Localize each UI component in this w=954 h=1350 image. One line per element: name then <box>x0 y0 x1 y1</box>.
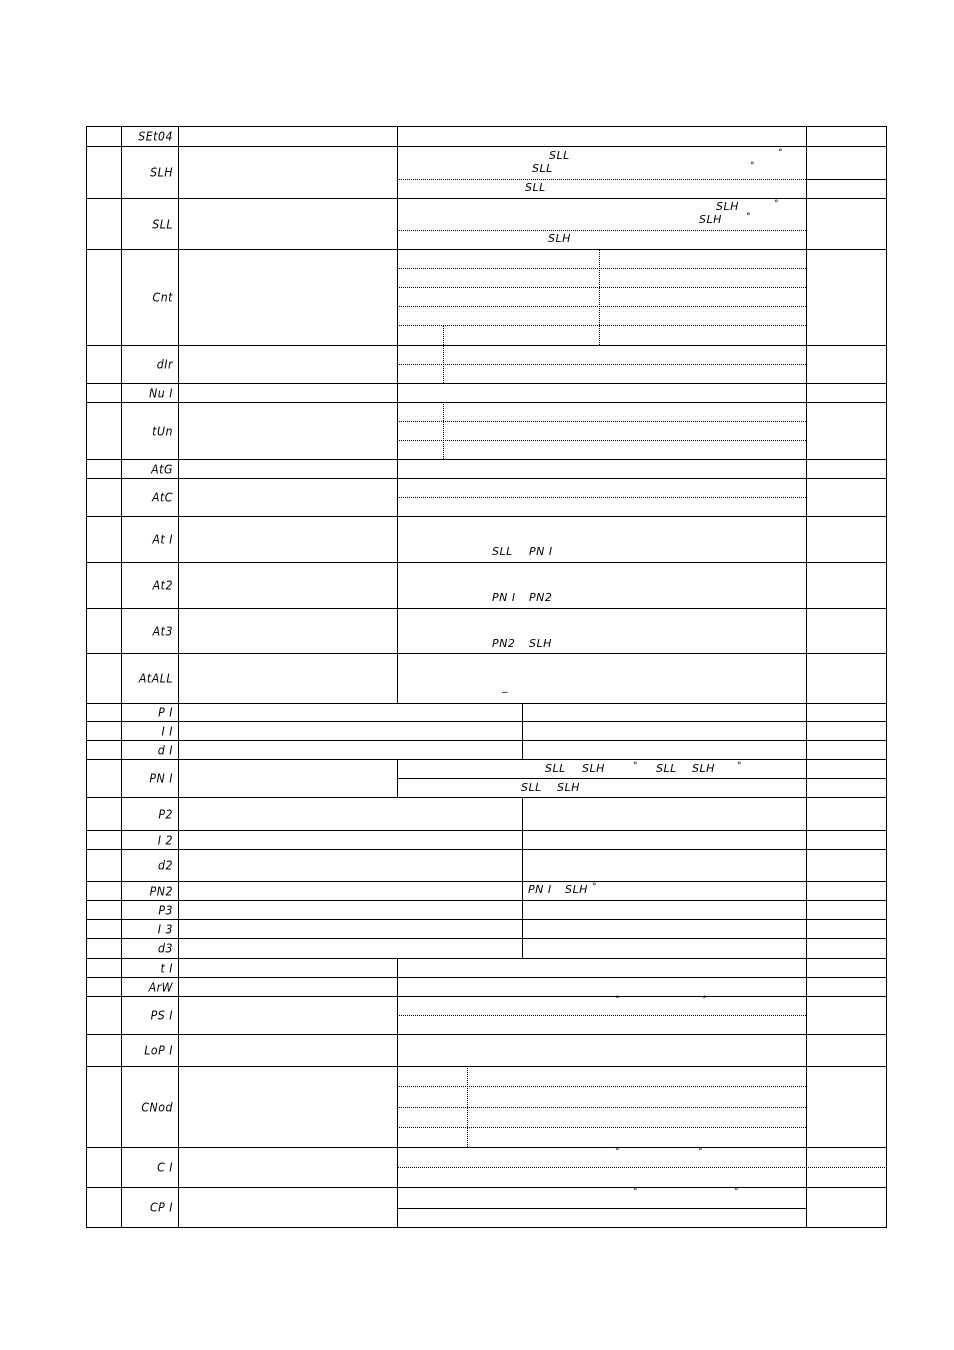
code-fragment: PN2 <box>529 591 553 604</box>
code-cell <box>122 997 178 1034</box>
sub-row-divider <box>397 1208 806 1209</box>
code-fragment: SLH <box>557 781 580 794</box>
sub-row-divider <box>397 179 806 180</box>
row-separator <box>86 977 887 978</box>
row-separator <box>86 881 887 882</box>
row-separator <box>86 608 887 609</box>
code-cell <box>122 403 178 459</box>
parameter-code: P I <box>158 705 173 720</box>
column-divider-4 <box>806 126 807 1228</box>
row-separator <box>86 830 887 831</box>
code-fragment: SLH <box>548 232 571 245</box>
code-cell <box>122 479 178 516</box>
row-separator <box>86 459 887 460</box>
parameter-code: ArW <box>148 979 173 995</box>
code-fragment: SLL <box>545 762 566 775</box>
row-separator <box>86 759 887 760</box>
code-cell <box>122 901 178 919</box>
parameter-code: P2 <box>158 806 173 822</box>
row-separator <box>86 562 887 563</box>
parameter-code: Nu I <box>149 385 173 401</box>
column-divider-3 <box>397 126 398 704</box>
column-divider-wide <box>522 703 523 760</box>
degree-mark: ° <box>633 761 638 771</box>
degree-mark: ° <box>746 212 751 222</box>
code-cell <box>122 920 178 938</box>
sub-row-divider <box>397 364 806 365</box>
sub-row-divider <box>397 287 806 288</box>
code-cell <box>122 798 178 830</box>
sub-row-divider <box>397 268 806 269</box>
parameter-code: AtALL <box>138 671 173 686</box>
sub-row-divider <box>397 325 806 326</box>
code-cell <box>122 199 178 249</box>
sub-row-divider <box>397 1015 806 1016</box>
code-fragment: SLL <box>521 781 542 794</box>
parameter-code: At I <box>152 532 173 547</box>
code-fragment: SLH <box>582 762 605 775</box>
code-fragment: SLH <box>529 637 552 650</box>
code-fragment: SLH <box>565 883 588 896</box>
row-separator <box>86 1066 887 1067</box>
row-separator <box>86 849 887 850</box>
code-cell <box>122 609 178 653</box>
degree-mark: ° <box>737 761 742 771</box>
code-cell <box>122 384 178 402</box>
code-cell <box>122 939 178 958</box>
code-cell <box>122 654 178 703</box>
sub-row-divider <box>397 1086 806 1087</box>
row-separator <box>86 146 887 147</box>
code-cell <box>122 346 178 383</box>
degree-mark: ° <box>778 148 783 158</box>
code-fragment: PN2 <box>492 637 516 650</box>
row-separator <box>86 703 887 704</box>
parameter-code: SEt04 <box>138 129 173 144</box>
table-bottom-border <box>86 1227 887 1228</box>
degree-mark: ° <box>633 1187 638 1197</box>
code-cell <box>122 460 178 478</box>
sub-col-divider <box>467 1066 468 1147</box>
parameter-code: t I <box>160 960 173 976</box>
parameter-code: d3 <box>158 941 173 956</box>
sub-row-divider <box>397 1167 887 1168</box>
parameter-code: dIr <box>156 357 173 372</box>
sub-row-divider <box>806 179 887 180</box>
code-fragment: SLL <box>492 545 513 558</box>
degree-mark: ° <box>615 1147 620 1157</box>
row-separator <box>86 996 887 997</box>
parameter-code: SLL <box>152 216 173 232</box>
parameter-code: I 3 <box>157 921 173 937</box>
code-cell <box>122 850 178 881</box>
parameter-code: I I <box>161 723 173 739</box>
parameter-code: At2 <box>152 578 173 593</box>
parameter-code: C I <box>157 1160 173 1175</box>
parameter-code: tUn <box>152 423 173 439</box>
table-left-border <box>86 126 87 1228</box>
row-separator <box>86 198 887 199</box>
row-separator <box>86 653 887 654</box>
code-cell <box>122 1035 178 1066</box>
degree-mark: ° <box>592 882 597 892</box>
code-cell <box>122 1148 178 1187</box>
code-fragment: SLL <box>656 762 677 775</box>
parameter-code: d2 <box>158 858 173 873</box>
parameter-code: AtG <box>151 461 173 477</box>
code-cell <box>122 704 178 721</box>
sub-col-divider <box>443 325 444 345</box>
code-cell <box>122 1067 178 1147</box>
degree-mark: ° <box>750 161 755 171</box>
parameter-code: I 2 <box>157 832 173 848</box>
row-separator <box>86 249 887 250</box>
column-divider-wide <box>522 797 523 959</box>
parameter-code: PN I <box>149 771 173 786</box>
sub-row-divider <box>397 497 806 498</box>
code-cell <box>122 127 178 146</box>
parameter-code: At3 <box>152 623 173 639</box>
code-cell <box>122 760 178 797</box>
parameter-code: CNod <box>141 1099 173 1115</box>
code-fragment: SLH <box>716 200 739 213</box>
sub-row-divider <box>397 421 806 422</box>
row-separator <box>86 919 887 920</box>
degree-mark: ° <box>774 199 779 209</box>
row-separator <box>86 1034 887 1035</box>
sub-row-divider <box>397 1127 806 1128</box>
sub-row-divider <box>397 230 806 231</box>
row-separator <box>86 1147 887 1148</box>
code-fragment: SLL <box>525 181 546 194</box>
degree-mark: ° <box>734 1187 739 1197</box>
row-separator <box>86 958 887 959</box>
row-separator <box>86 797 887 798</box>
code-cell <box>122 959 178 977</box>
sub-col-divider <box>599 249 600 345</box>
row-separator <box>86 900 887 901</box>
parameter-code: PN2 <box>149 883 173 899</box>
parameter-code: PS I <box>150 1008 173 1023</box>
row-separator <box>86 402 887 403</box>
code-cell <box>122 722 178 740</box>
parameter-code: Cnt <box>152 290 173 305</box>
code-fragment: PN I <box>529 545 553 558</box>
code-fragment: SLH <box>692 762 715 775</box>
code-cell <box>122 978 178 996</box>
row-separator <box>86 345 887 346</box>
sub-row-divider <box>397 1107 806 1108</box>
table-top-border <box>86 126 887 127</box>
parameter-code: d I <box>157 742 173 758</box>
code-fragment: SLL <box>532 162 553 175</box>
code-fragment: SLH <box>699 213 722 226</box>
parameter-code: AtC <box>151 490 173 505</box>
table-right-border <box>886 126 887 1228</box>
row-separator <box>86 478 887 479</box>
row-separator <box>86 383 887 384</box>
degree-mark: ° <box>615 995 620 1005</box>
code-fragment: PN I <box>492 591 516 604</box>
column-divider-2 <box>178 126 179 1228</box>
sub-col-divider <box>443 402 444 459</box>
row-separator <box>86 740 887 741</box>
parameter-code: CP I <box>149 1200 173 1215</box>
code-cell <box>122 250 178 345</box>
code-cell <box>122 147 178 198</box>
sub-col-divider <box>443 345 444 383</box>
row-separator <box>86 721 887 722</box>
code-cell <box>122 517 178 562</box>
sub-row-divider <box>397 306 806 307</box>
code-fragment: PN I <box>528 883 552 896</box>
code-cell <box>122 563 178 608</box>
row-separator <box>86 516 887 517</box>
code-cell <box>122 741 178 759</box>
code-cell <box>122 831 178 849</box>
code-fragment: SLL <box>549 149 570 162</box>
parameter-code: P3 <box>158 902 173 918</box>
code-fragment: _ <box>502 680 508 693</box>
degree-mark: ° <box>698 1147 703 1157</box>
row-separator <box>86 938 887 939</box>
degree-mark: ° <box>702 995 707 1005</box>
sub-row-divider <box>397 440 806 441</box>
row-separator <box>86 1187 887 1188</box>
code-cell <box>122 882 178 900</box>
sub-row-divider <box>397 778 887 779</box>
parameter-code: LoP I <box>144 1043 173 1058</box>
code-cell <box>122 1188 178 1227</box>
parameter-code: SLH <box>150 165 173 180</box>
